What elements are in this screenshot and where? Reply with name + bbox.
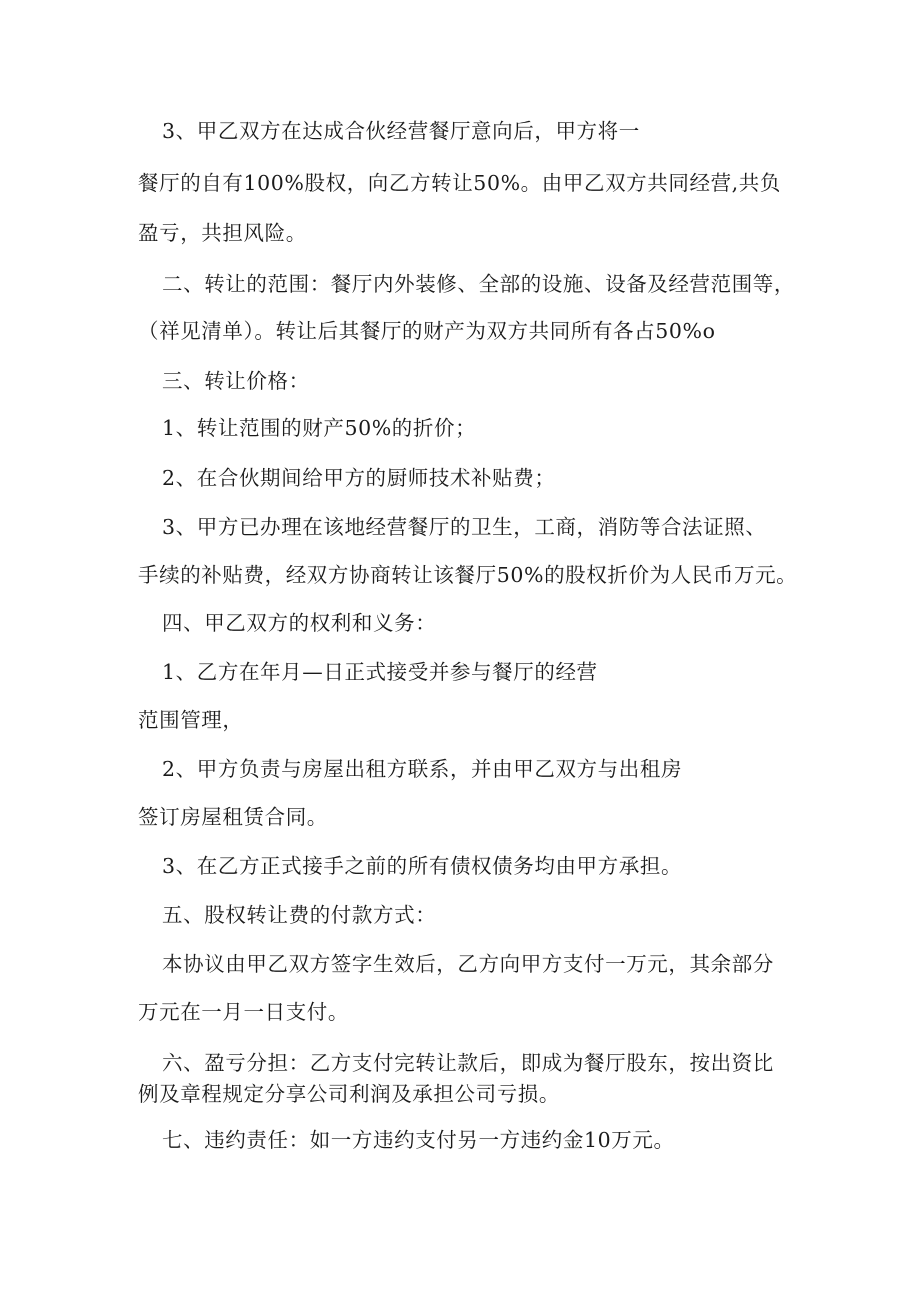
section-3-item-2: 2、在合伙期间给甲方的厨师技术补贴费； [162,466,556,490]
section-5-line-1: 本协议由甲乙双方签字生效后，乙方向甲方支付一万元，其余部分 [162,952,774,976]
section-5-line-2: 万元在一月一日支付。 [138,1000,349,1024]
section-3-item-3-line-2: 手续的补贴费，经双方协商转让该餐厅50%的股权折价为人民币万元。 [138,563,798,587]
section-4-item-2-line-1: 2、甲方负责与房屋出租方联系，并由甲乙双方与出租房 [162,757,683,781]
section-4-item-1-line-2: 范围管理， [138,708,244,732]
section-6-line-1: 六、盈亏分担：乙方支付完转让款后，即成为餐厅股东，按出资比 [162,1051,774,1075]
section-2-heading-line-1: 二、转让的范围：餐厅内外装修、全部的设施、设备及经营范围等， [162,272,795,296]
section-4-item-3: 3、在乙方正式接手之前的所有债权债务均由甲方承担。 [162,854,683,878]
paragraph-3-line-1: 3、甲乙双方在达成合伙经营餐厅意向后，甲方将一 [162,119,640,143]
paragraph-3-line-3: 盈亏，共担风险。 [138,221,307,245]
section-5-heading: 五、股权转让费的付款方式： [162,903,437,927]
section-3-item-3-line-1: 3、甲方已办理在该地经营餐厅的卫生，工商，消防等合法证照、 [162,515,767,539]
section-2-line-2: （祥见清单）。转让后其餐厅的财产为双方共同所有各占50%o [138,319,716,343]
section-3-item-1: 1、转让范围的财产50%的折价； [162,416,477,440]
section-4-item-1-line-1: 1、乙方在年月—日正式接受并参与餐厅的经营 [162,660,598,684]
section-4-heading: 四、甲乙双方的权利和义务： [162,611,437,635]
section-7-line: 七、违约责任：如一方违约支付另一方违约金10万元。 [162,1128,675,1152]
section-6-line-2: 例及章程规定分享公司利润及承担公司亏损。 [138,1082,560,1106]
section-4-item-2-line-2: 签订房屋租赁合同。 [138,805,328,829]
section-3-heading: 三、转让价格： [162,369,310,393]
paragraph-3-line-2: 餐厅的自有100%股权，向乙方转让50%。由甲乙双方共同经营,共负 [138,171,781,195]
